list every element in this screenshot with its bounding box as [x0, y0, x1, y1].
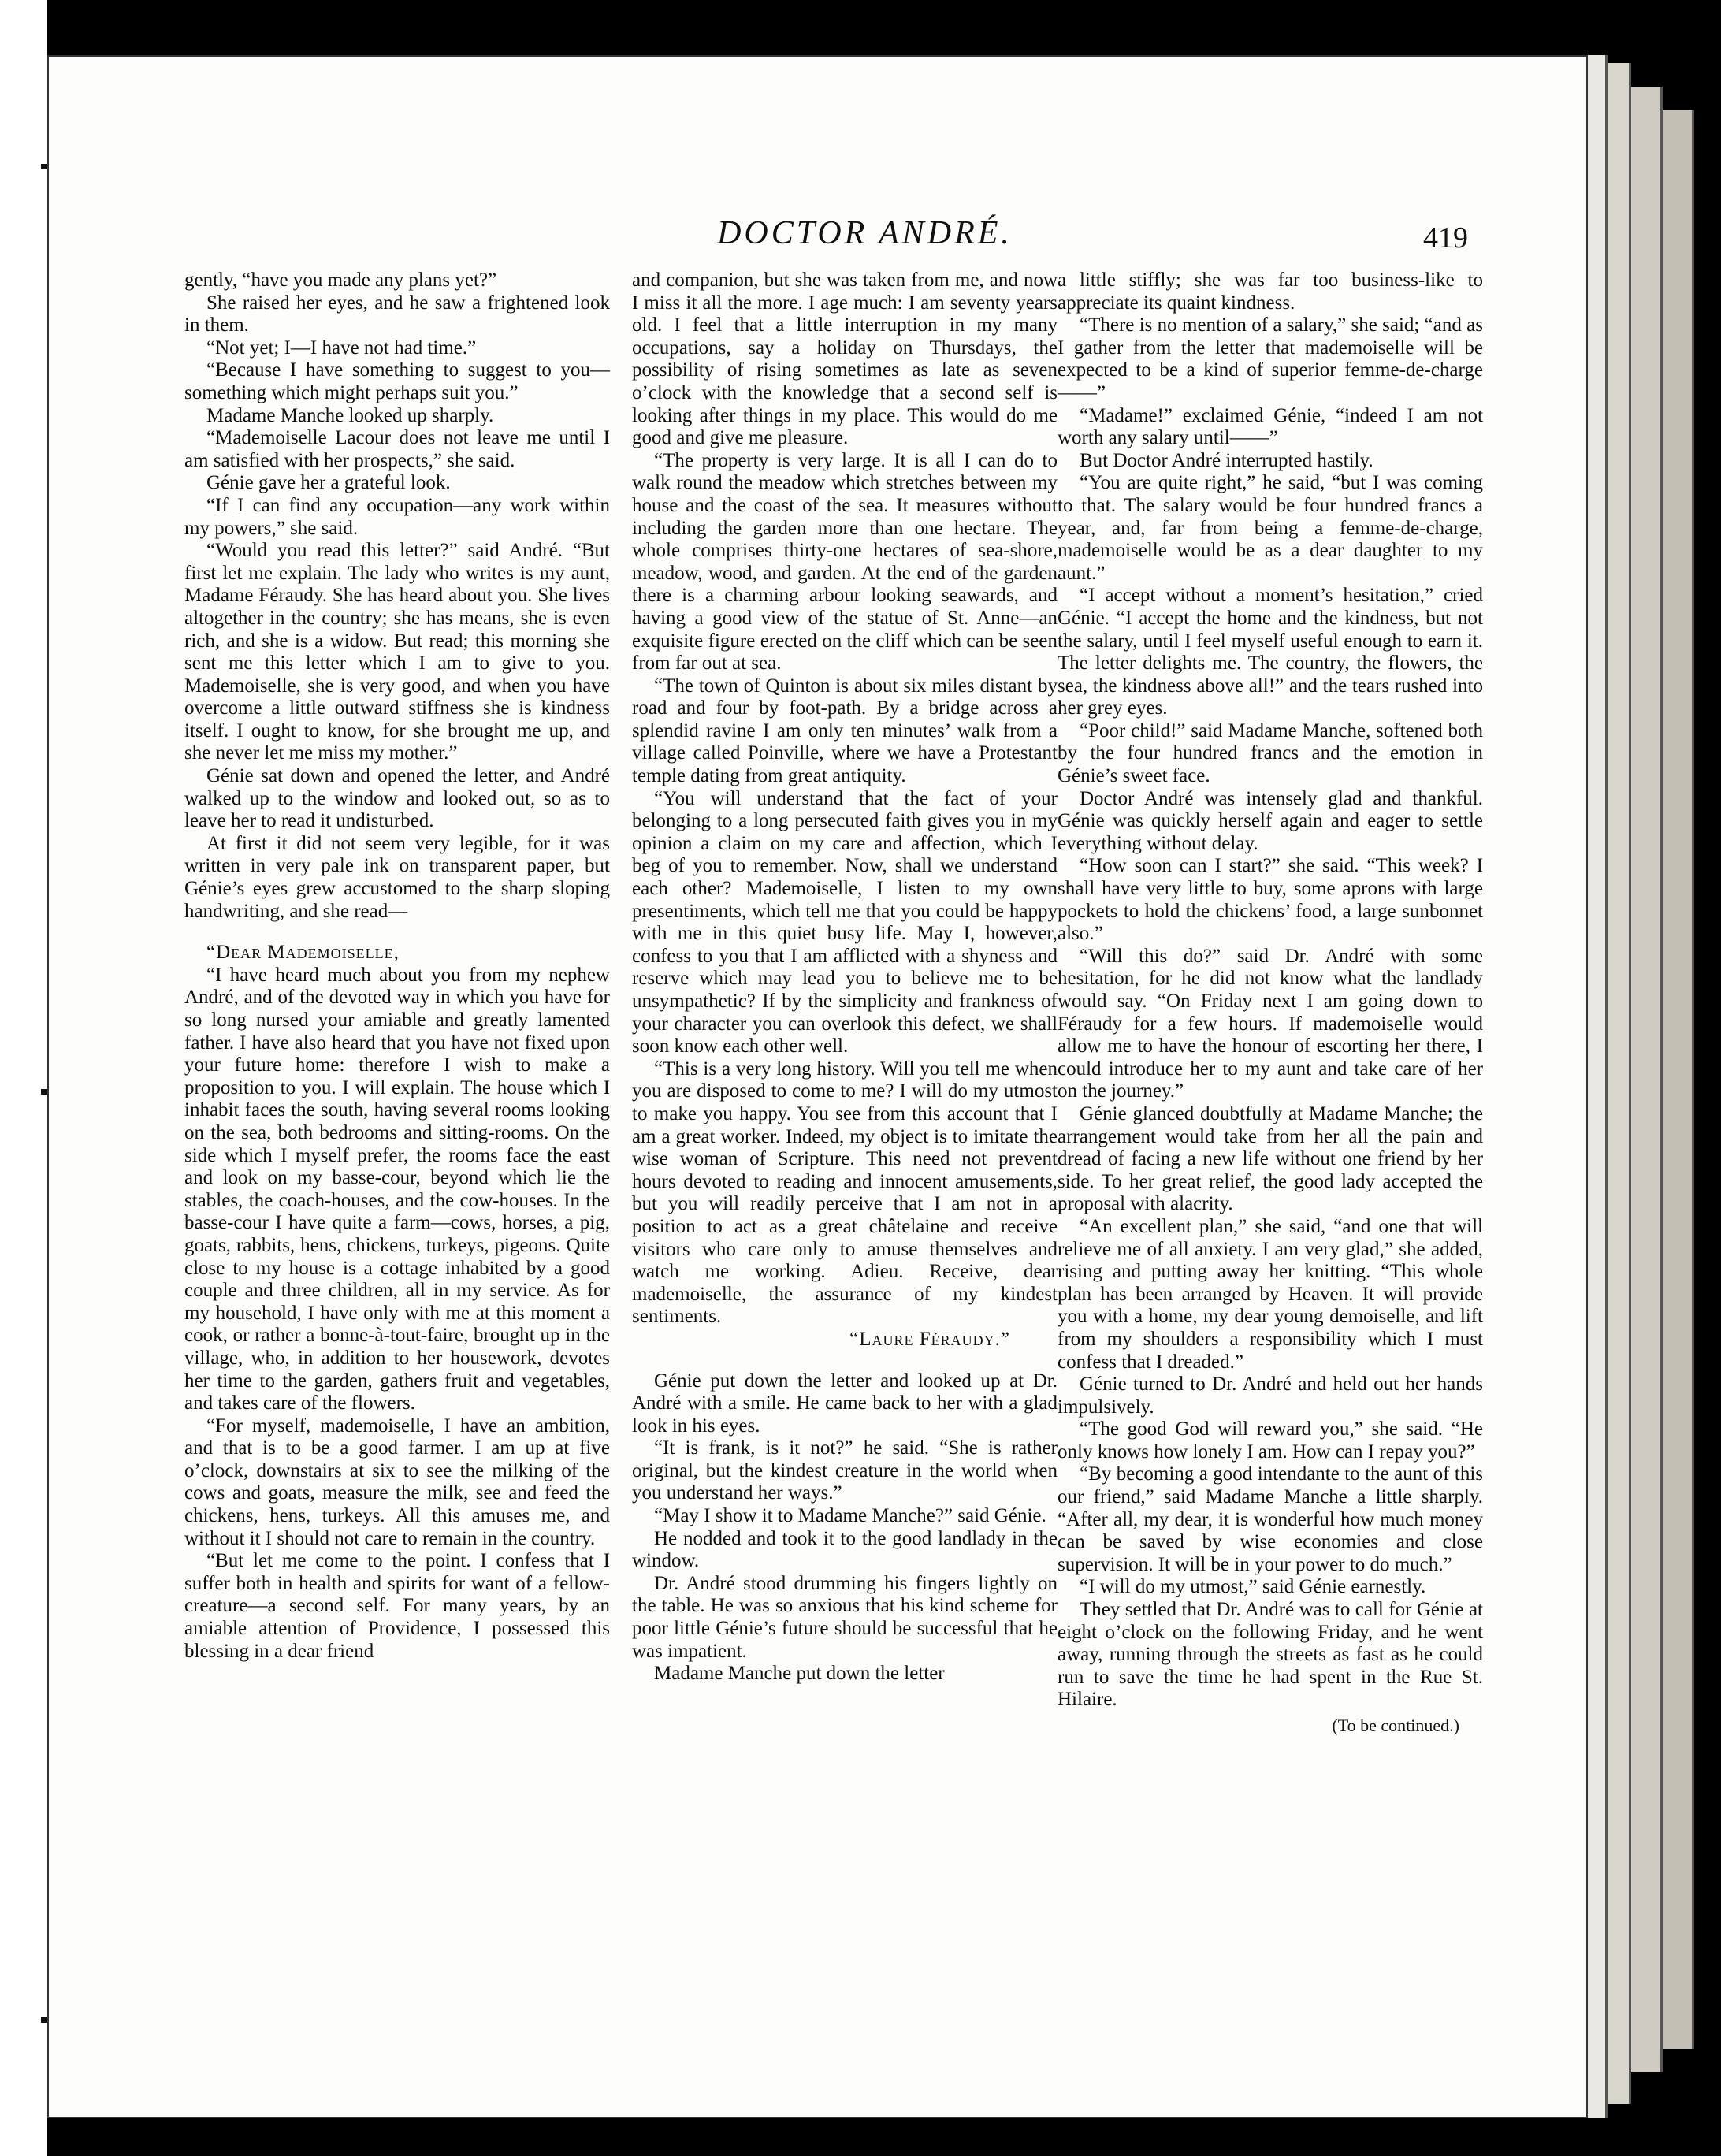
paragraph: Dr. André stood drumming his fingers lightly on the table. He was so anxious that his kind scheme for poor little Génie’s future should be successful that he was impatient. [632, 1572, 1058, 1662]
paragraph: At first it did not seem very legible, for it was written in very pale ink on transparent paper, but Génie’s eyes grew accustomed to the sharp sloping handwriting, and she read— [184, 832, 610, 922]
paragraph: Génie sat down and opened the letter, and André walked up to the window and looked out, so as to leave her to read it undisturbed. [184, 765, 610, 832]
paragraph: He nodded and took it to the good landlady in the window. [632, 1527, 1058, 1572]
paragraph: “An excellent plan,” she said, “and one that will relieve me of all anxiety. I am very glad,” she added, rising and putting away her knitting. “This whole plan has been arranged by Heaven. It will provide you with a home, my dear young demoiselle, and lift from my shoulders a responsibility which I must confess that I dreaded.” [1058, 1215, 1483, 1373]
paragraph: Doctor André was intensely glad and thankful. Génie was quickly herself again and eager to settle everything without delay. [1058, 787, 1483, 854]
paragraph: “Because I have something to suggest to you—something which might perhaps suit you.” [184, 359, 610, 403]
paragraph: But Doctor André interrupted hastily. [1080, 449, 1373, 471]
paragraph: “I accept without a moment’s hesitation,” cried Génie. “I accept the home and the kindness, but not the salary, until I feel myself useful enough to earn it. The letter delights me. The country, the flowers, the sea, the kindness above all!” and the tears rushed into her grey eyes. [1058, 585, 1483, 719]
paragraph: “May I show it to Madame Manche?” said Génie. [654, 1505, 1046, 1527]
letter-paragraph: “The property is very large. It is all I can do to walk round the meadow which stretches between my house and the coast of the sea. It measures without including the garden more than one hectare. The whole comprises thirty-one hectares of sea-shore, meadow, wood, and garden. At the end of the garden there is a charming arbour looking seawards, and having a good view of the statue of St. Anne—an exquisite figure erected on the cliff which can be seen from far out at sea. [632, 449, 1058, 675]
paragraph: “Would you read this letter?” said André. “But first let me explain. The lady who writes is my aunt, Madame Féraudy. She has heard about you. She lives altogether in the country; she has means, she is even rich, and she is a widow. But read; this morning she sent me this letter which I am to give to you. Mademoiselle, she is very good, and when you have overcome a little outward stiffness she is kindness itself. I ought to know, for she brought me up, and she never let me miss my mother.” [184, 540, 610, 764]
page-stack-edge [1660, 110, 1694, 2049]
letter-paragraph: “You will understand that the fact of your belonging to a long persecuted faith gives you in my opinion a claim on my care and affection, which I beg of you to remember. Now, shall we understand each other? Mademoiselle, I listen to my own presentiments, which tell me that you could be happy with me in this quiet busy life. May I, however, confess to you that I am afflicted with a shyness and reserve which may lead you to believe me to be unsympathetic? If by the simplicity and frankness of your character you can overlook this defect, we shall soon know each other well. [632, 787, 1058, 1058]
paragraph: They settled that Dr. André was to call for Génie at eight o’clock on the following Friday, and he went away, running through the streets as fast as he could run to save the time he had spent in the Rue St. Hilaire. [1058, 1599, 1483, 1711]
page-number: 419 [1423, 221, 1468, 255]
letter-paragraph: “But let me come to the point. I confess that I suffer both in health and spirits for want of a fellow-creature—a second self. For many years, by an amiable attention of Providence, I possessed this blessing in a dear friend [184, 1550, 610, 1662]
book-page [47, 55, 1588, 2118]
text-column-2 [632, 270, 1058, 1686]
page-stack-edge [1605, 63, 1631, 2104]
paragraph: “I will do my utmost,” said Génie earnestly. [1080, 1576, 1426, 1598]
paragraph: “It is frank, is it not?” he said. “She is rather original, but the kindest creature in the world when you understand her ways.” [632, 1437, 1058, 1504]
running-title: DOCTOR ANDRÉ. [717, 215, 1013, 251]
page-stack-edge [1588, 55, 1608, 2118]
paragraph: “Will this do?” said Dr. André with some hesitation, for he did not know what the landlady would say. “On Friday next I am going down to Féraudy for a few hours. If mademoiselle would allow me to have the honour of escorting her there, I could introduce her to my aunt and take care of her on the journey.” [1058, 945, 1483, 1102]
letter-salutation: “Dear Mademoiselle, [206, 942, 400, 964]
page-edge-mark: ) [6, 10, 16, 42]
paragraph: “If I can find any occupation—any work within my powers,” she said. [184, 494, 610, 539]
letter-paragraph: “For myself, mademoiselle, I have an ambition, and that is to be a good farmer. I am up at five o’clock, downstairs at six to see the milking of the cows and goats, measure the milk, see and feed the chickens, hens, turkeys. All this amuses me, and without it I should not care to remain in the country. [184, 1414, 610, 1549]
text-column-1 [184, 270, 610, 1663]
paragraph: “Mademoiselle Lacour does not leave me until I am satisfied with her prospects,” she said. [184, 427, 610, 471]
paragraph: “The good God will reward you,” she said. “He only knows how lonely I am. How can I repay you?” [1058, 1418, 1483, 1463]
paragraph: and companion, but she was taken from me, and now I miss it all the more. I age much: I am seventy years old. I feel that a little interruption in my many occupations, say a holiday on Thursdays, the possibility of rising sometimes as late as seven o’clock with the knowledge that a second self is looking after things in my place. This would do me good and give me pleasure. [632, 270, 1058, 449]
paragraph: “Madame!” exclaimed Génie, “indeed I am not worth any salary until——” [1058, 404, 1483, 449]
paragraph: Génie gave her a grateful look. [206, 472, 451, 494]
paragraph: She raised her eyes, and he saw a frightened look in them. [184, 292, 610, 336]
paragraph: gently, “have you made any plans yet?” [184, 270, 497, 291]
page-stack-edge [1629, 87, 1663, 2072]
paragraph: “There is no mention of a salary,” she said; “and as I gather from the letter that mademoiselle will be expected to be a kind of superior femme-de-charge——” [1058, 314, 1483, 403]
letter-paragraph: “I have heard much about you from my nephew André, and of the devoted way in which you have for so long nursed your amiable and greatly lamented father. I have also heard that you have not fixed upon your future home: therefore I wish to make a proposition to you. I will explain. The house which I inhabit faces the south, having several rooms looking on the sea, both bedrooms and sitting-rooms. On the side which I myself prefer, the rooms face the east and look on my basse-cour, beyond which lie the stables, the coach-houses, and the cow-houses. In the basse-cour I have quite a farm—cows, horses, a pig, goats, rabbits, hens, chickens, turkeys, pigeons. Quite close to my house is a cottage inhabited by a good couple and three children, all in my service. As for my household, I have only with me at this moment a cook, or rather a bonne-à-tout-faire, brought up in the village, who, in addition to her housework, devotes her time to the garden, gathers fruit and vegetables, and takes care of the flowers. [184, 964, 610, 1414]
paragraph: Madame Manche looked up sharply. [206, 404, 494, 426]
paragraph: “You are quite right,” he said, “but I was coming to that. The salary would be four hundred francs a year, and, far from being a femme-de-charge, mademoiselle would be as a dear daughter to my aunt.” [1058, 472, 1483, 584]
paragraph: “By becoming a good intendante to the aunt of this our friend,” said Madame Manche a little sharply. “After all, my dear, it is wonderful how much money can be saved by wise economies and close supervision. It will be in your power to do much.” [1058, 1463, 1483, 1575]
text-column-3 [1058, 270, 1483, 1738]
paragraph: a little stiffly; she was far too business-like to appreciate its quaint kindness. [1058, 270, 1483, 314]
paragraph: “Not yet; I—I have not had time.” [206, 336, 477, 359]
letter-paragraph: “This is a very long history. Will you tell me when you are disposed to come to me? I will do my utmost to make you happy. You see from this account that I am a great worker. Indeed, my object is to imitate the wise woman of Scripture. This need not prevent hours devoted to reading and innocent amusements, but you will readily perceive that I am not in a position to act as a great châtelaine and receive visitors who care only to amuse themselves and watch me working. Adieu. Receive, dear mademoiselle, the assurance of my kindest sentiments. [632, 1058, 1058, 1328]
paragraph: “How soon can I start?” she said. “This week? I shall have very little to buy, some aprons with large pockets to hold the chickens’ food, a large sunbonnet also.” [1058, 855, 1483, 945]
scan-left-margin [0, 0, 47, 2156]
paragraph: Madame Manche put down the letter [654, 1663, 945, 1685]
to-be-continued-note: (To be continued.) [1332, 1716, 1459, 1735]
letter-paragraph: “The town of Quinton is about six miles distant by road and four by foot-path. By a bridge across a splendid ravine I am only ten minutes’ walk from a village called Poinville, where we have a Protestant temple dating from great antiquity. [632, 675, 1058, 787]
paragraph: Génie turned to Dr. André and held out her hands impulsively. [1058, 1374, 1483, 1418]
letter-signature: “Laure Féraudy.” [849, 1328, 1010, 1350]
paragraph: Génie put down the letter and looked up at Dr. André with a smile. He came back to her with a glad look in his eyes. [632, 1370, 1058, 1437]
paragraph: “Poor child!” said Madame Manche, softened both by the four hundred francs and the emotion in Génie’s sweet face. [1058, 719, 1483, 787]
paragraph: Génie glanced doubtfully at Madame Manche; the arrangement would take from her all the pain and dread of facing a new life without one friend by her side. To her great relief, the good lady accepted the proposal with alacrity. [1058, 1102, 1483, 1215]
